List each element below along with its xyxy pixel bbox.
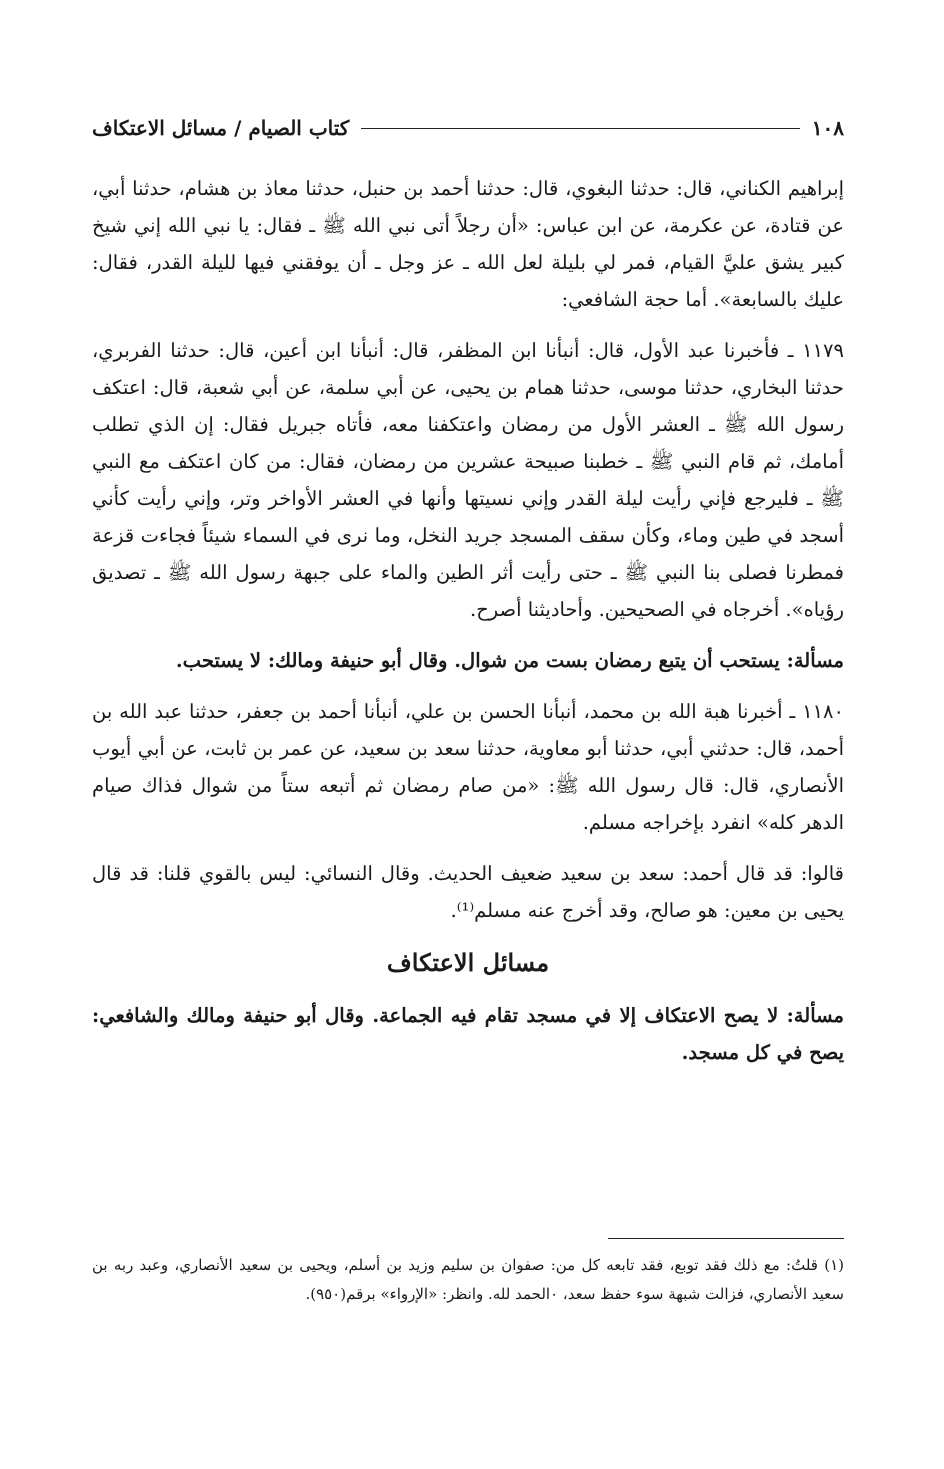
issue-itikaf-mosque: مسألة: لا يصح الاعتكاف إلا في مسجد تقام فيه الجماعة. وقال أبو حنيفة ومالك والشافعي: يصح في كل مسجد. xyxy=(92,1004,844,1064)
body-text xyxy=(92,170,844,1071)
page-number: ١٠٨ xyxy=(811,116,844,140)
page-header xyxy=(92,110,844,146)
section-heading: مسائل الاعتكاف xyxy=(386,948,550,977)
footnote-1: (١) قلتُ: مع ذلك فقد توبع، فقد تابعه كل من: صفوان بن سليم وزيد بن أسلم، ويحيى بن سعيد الأنصاري، وعبد ربه بن سعيد الأنصاري، فزالت شبهة سوء حفظ سعد، ٠الحمد لله. وانظر: «الإرواء» برقم(٩٥٠). xyxy=(92,1256,844,1303)
issue-six-days-shawwal: مسألة: يستحب أن يتبع رمضان بست من شوال. وقال أبو حنيفة ومالك: لا يستحب. xyxy=(175,649,844,672)
footnote-rule xyxy=(608,1238,844,1239)
page-content xyxy=(92,110,844,1085)
paragraph-continuation: إبراهيم الكناني، قال: حدثنا البغوي، قال: حدثنا أحمد بن حنبل، حدثنا معاذ بن هشام، حدثنا أبي، عن قتادة، عن عكرمة، عن ابن عباس: «أن رجلاً أتى نبي الله ﷺ ـ فقال: يا نبي الله إني شيخ كبير يشق عليَّ القيام، فمر لي بليلة لعل الله ـ عز وجل ـ أن يوفقني فيها لليلة القدر، فقال: عليك بالسابعة». أما حجة الشافعي: xyxy=(92,177,844,311)
objection-reply: قالوا: قد قال أحمد: سعد بن سعيد ضعيف الحديث. وقال النسائي: ليس بالقوي قلنا: قد قال يحيى بن معين: هو صالح، وقد أخرج عنه مسلم⁽¹⁾. xyxy=(92,862,844,922)
hadith-1179: ١١٧٩ ـ فأخبرنا عبد الأول، قال: أنبأنا ابن المظفر، قال: أنبأنا ابن أعين، قال: حدثنا الفربري، حدثنا البخاري، حدثنا موسى، حدثنا همام بن يحيى، عن أبي سلمة، عن أبي شعبة، قال: اعتكف رسول الله ﷺ ـ العشر الأول من رمضان واعتكفنا معه، فأتاه جبريل فقال: إن الذي تطلب أمامك، ثم قام النبي ﷺ ـ خطبنا صبيحة عشرين من رمضان، فقال: من كان اعتكف مع النبي ﷺ ـ فليرجع فإني رأيت ليلة القدر وإني نسيتها وأنها في العشر الأواخر وتر، وإني رأيت كأني أسجد في طين وماء، وكأن سقف المسجد جريد النخل، وما نرى في السماء شيئاً فجاءت قزعة فمطرنا فصلى بنا النبي ﷺ ـ حتى رأيت أثر الطين والماء على جبهة رسول الله ﷺ ـ تصديق رؤياه». أخرجاه في الصحيحين. وأحاديثنا أصرح. xyxy=(92,339,844,621)
hadith-1180: ١١٨٠ ـ أخبرنا هبة الله بن محمد، أنبأنا الحسن بن علي، أنبأنا أحمد بن جعفر، حدثنا عبد الله بن أحمد، قال: حدثني أبي، حدثنا أبو معاوية، حدثنا سعد بن سعيد، عن عمر بن ثابت، عن أبي أيوب الأنصاري، قال: قال رسول الله ﷺ: «من صام رمضان ثم أتبعه ستاً من شوال فذاك صيام الدهر كله» انفرد بإخراجه مسلم. xyxy=(92,700,844,834)
footnotes xyxy=(92,1238,844,1309)
running-title: كتاب الصيام / مسائل الاعتكاف xyxy=(92,116,350,140)
header-rule xyxy=(361,128,799,129)
